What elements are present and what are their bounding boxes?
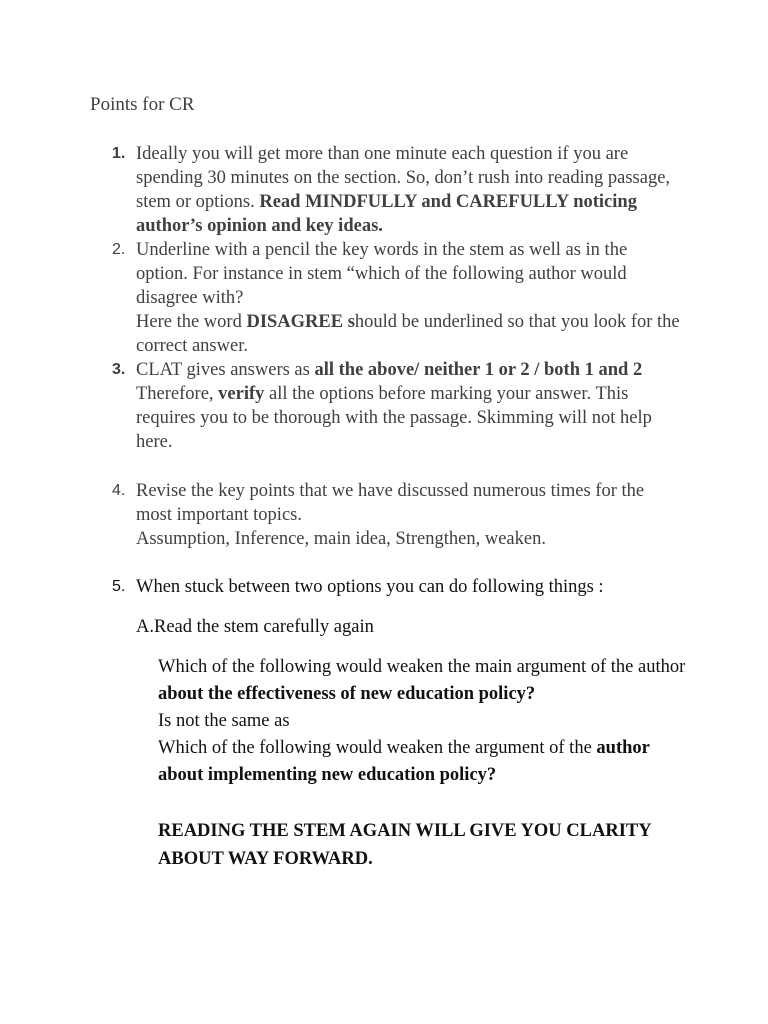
item-text: Underline with a pencil the key words in the stem as well as in the option. For instance in stem “which of the following author would disagree with? bbox=[136, 240, 628, 308]
list-number: 3. bbox=[112, 361, 126, 378]
item-text: Revise the key points that we have discussed numerous times for the most important topics. bbox=[136, 481, 645, 525]
list-number: 1. bbox=[112, 145, 126, 162]
item-note bbox=[136, 310, 681, 358]
example-question-2 bbox=[158, 735, 688, 789]
item-text: When stuck between two options you can do following things : bbox=[136, 577, 604, 597]
example-text-bold: about the effectiveness of new education policy? bbox=[158, 684, 536, 704]
item-text-bold: all the above/ neither 1 or 2 / both 1 and 2 bbox=[314, 360, 643, 380]
example-block bbox=[158, 654, 688, 789]
list-item-4 bbox=[112, 479, 681, 551]
example-text-plain: Which of the following would weaken the main argument of the author bbox=[158, 657, 686, 677]
list-item-2 bbox=[112, 238, 681, 358]
item-text-plain: CLAT gives answers as bbox=[136, 360, 315, 380]
item-note-plain: hould be underlined so that you look for the correct answer. bbox=[136, 312, 680, 356]
item-note-plain: all the options before marking your answer. This requires you to be thorough with the passage. Skimming will not help here. bbox=[136, 384, 652, 452]
item-text bbox=[136, 358, 681, 382]
conclusion-text: READING THE STEM AGAIN WILL GIVE YOU CLARITY ABOUT WAY FORWARD. bbox=[158, 821, 651, 869]
item-note bbox=[136, 382, 681, 454]
list-item-5 bbox=[112, 575, 681, 599]
example-text-plain: Which of the following would weaken the argument of the bbox=[158, 738, 597, 758]
item-note-bold: DISAGREE s bbox=[246, 312, 355, 332]
example-question-1 bbox=[158, 654, 688, 708]
list-item-3 bbox=[112, 358, 681, 454]
list-number: 5. bbox=[112, 578, 126, 595]
item-note-bold: verify bbox=[218, 384, 265, 404]
item-note: Assumption, Inference, main idea, Strengthen, weaken. bbox=[136, 529, 546, 549]
list-number: 2. bbox=[112, 241, 126, 258]
subpoint-a: A.Read the stem carefully again bbox=[136, 617, 374, 637]
example-text-bold: author about implementing new education policy? bbox=[158, 738, 650, 785]
example-middle: Is not the same as bbox=[158, 711, 290, 731]
list-number: 4. bbox=[112, 482, 126, 499]
item-note-plain: Here the word bbox=[136, 312, 247, 332]
page-title: Points for CR bbox=[90, 94, 195, 115]
item-text-plain: Ideally you will get more than one minute each question if you are spending 30 minutes on the section. So, don’t rush into reading passage, stem or options. bbox=[136, 144, 671, 212]
item-note-plain: Therefore, bbox=[136, 384, 219, 404]
item-text bbox=[136, 142, 681, 238]
item-text-bold: Read MINDFULLY and CAREFULLY noticing author’s opinion and key ideas. bbox=[136, 192, 637, 236]
list-item-1 bbox=[112, 142, 681, 238]
